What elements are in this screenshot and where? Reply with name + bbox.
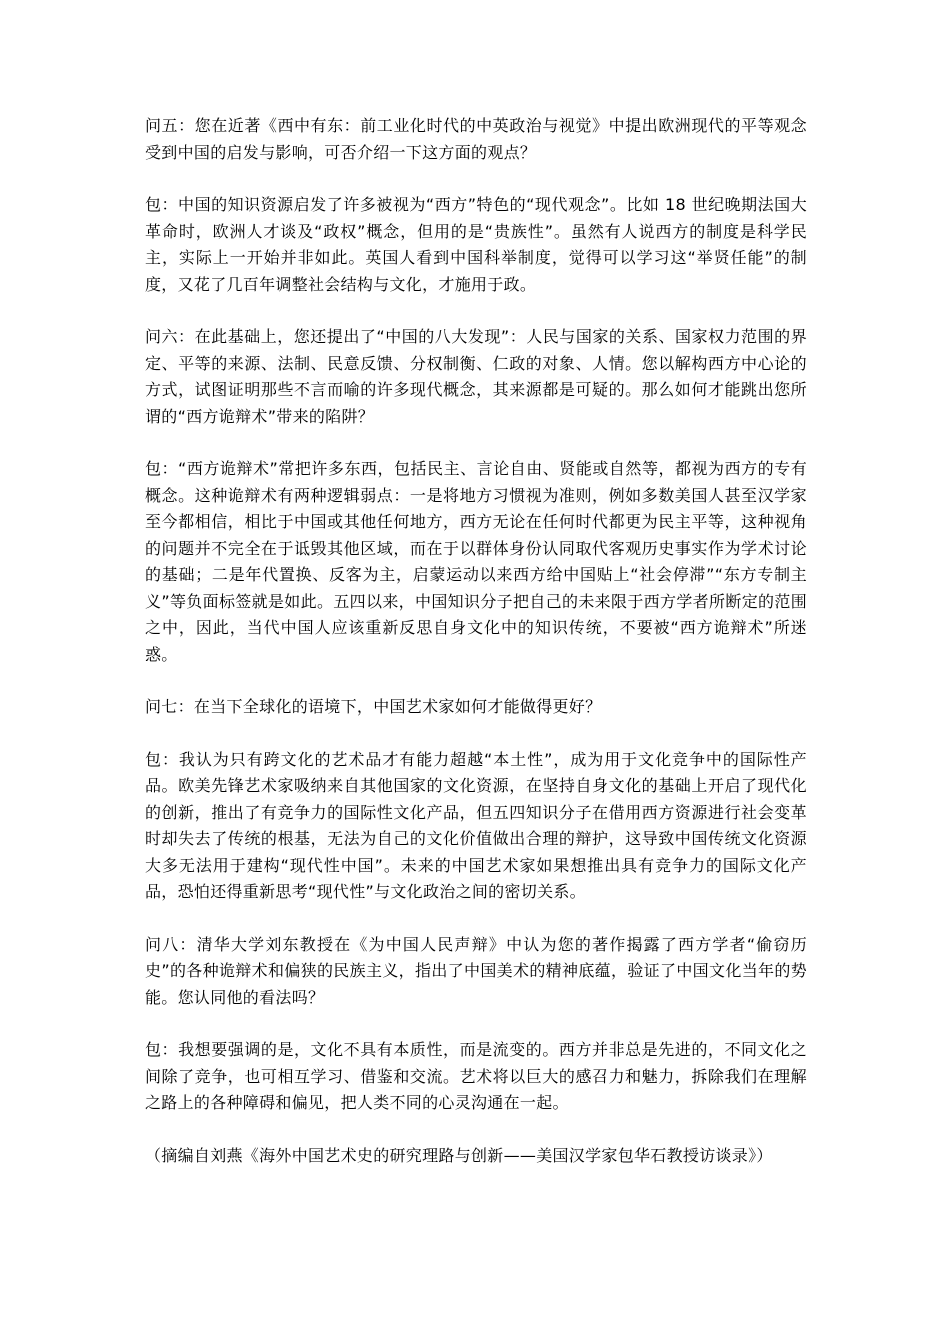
answer-seven: 包：我认为只有跨文化的艺术品才有能力超越“本土性”，成为用于文化竞争中的国际性产品。欧美先锋艺术家吸纳来自其他国家的文化资源，在坚持自身文化的基础上开启了现代化的创新，推出了有竞争力的国际性文化产品，但五四知识分子在借用西方资源进行社会变革时却失去了传统的根基，无法为自己的文化价值做出合理的辩护，这导致中国传统文化资源大多无法用于建构“现代性中国”。未来的中国艺术家如果想推出具有竞争力的国际文化产品，恐怕还得重新思考“现代性”与文化政治之间的密切关系。 <box>145 749 807 901</box>
source-citation: （摘编自刘燕《海外中国艺术史的研究理路与创新——美国汉学家包华石教授访谈录》） <box>145 1145 773 1165</box>
answer-eight: 包：我想要强调的是，文化不具有本质性，而是流变的。西方并非总是先进的，不同文化之间除了竞争，也可相互学习、借鉴和交流。艺术将以巨大的感召力和魅力，拆除我们在理解之路上的各种障碍和偏见，把人类不同的心灵沟通在一起。 <box>145 1040 807 1112</box>
question-five: 问五：您在近著《西中有东：前工业化时代的中英政治与视觉》中提出欧洲现代的平等观念受到中国的启发与影响，可否介绍一下这方面的观点？ <box>145 116 807 162</box>
question-eight: 问八：清华大学刘东教授在《为中国人民声辩》中认为您的著作揭露了西方学者“偷窃历史”的各种诡辩术和偏狭的民族主义，指出了中国美术的精神底蕴，验证了中国文化当年的势能。您认同他的看法吗？ <box>145 934 807 1007</box>
document-body <box>145 113 807 1195</box>
answer-five: 包：中国的知识资源启发了许多被视为“西方”特色的“现代观念”。比如 18 世纪晚期法国大革命时，欧洲人才谈及“政权”概念，但用的是“贵族性”。虽然有人说西方的制度是科学民主，实际上一开始并非如此。英国人看到中国科举制度，觉得可以学习这“举贤任能”的制度，又花了几百年调整社会结构与文化，才施用于政。 <box>145 195 807 294</box>
question-six: 问六：在此基础上，您还提出了“中国的八大发现”：人民与国家的关系、国家权力范围的界定、平等的来源、法制、民意反馈、分权制衡、仁政的对象、人情。您以解构西方中心论的方式，试图证明那些不言而喻的许多现代概念，其来源都是可疑的。那么如何才能跳出您所谓的“西方诡辩术”带来的陷阱？ <box>145 327 807 426</box>
answer-six: 包：“西方诡辩术”常把许多东西，包括民主、言论自由、贤能或自然等，都视为西方的专有概念。这种诡辩术有两种逻辑弱点：一是将地方习惯视为准则，例如多数美国人甚至汉学家至今都相信，相比于中国或其他任何地方，西方无论在任何时代都更为民主平等，这种视角的问题并不完全在于诋毁其他区域，而在于以群体身份认同取代客观历史事实作为学术讨论的基础；二是年代置换、反客为主，启蒙运动以来西方给中国贴上“社会停滞”“东方专制主义”等负面标签就是如此。五四以来，中国知识分子把自己的未来限于西方学者所断定的范围之中，因此，当代中国人应该重新反思自身文化中的知识传统，不要被“西方诡辩术”所迷惑。 <box>145 459 807 664</box>
question-seven: 问七：在当下全球化的语境下，中国艺术家如何才能做得更好？ <box>145 697 602 716</box>
